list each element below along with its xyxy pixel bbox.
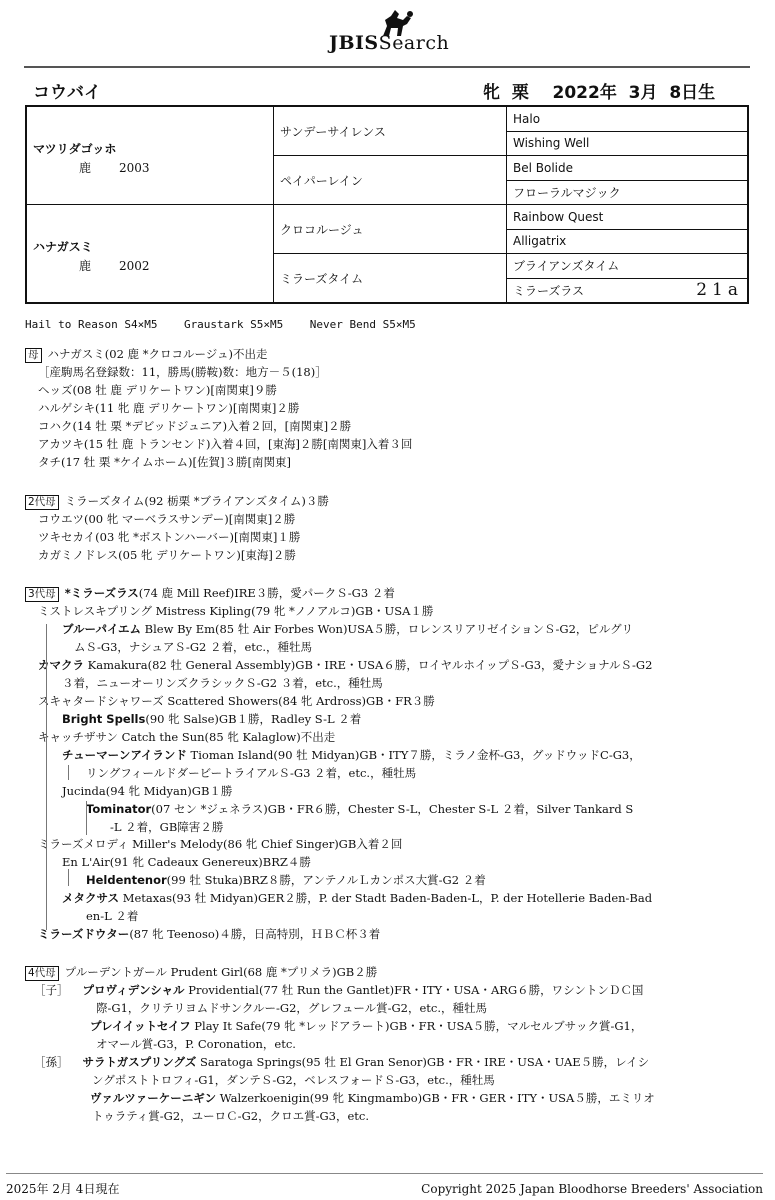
tree-line [68,869,69,886]
family-line-text: Providential(77 牡 Run the Gantlet)FR・ITY・USA・ARG６勝，ワシントンＤＣ国 [184,983,644,997]
generation-tag: 3代母 [25,587,59,602]
family-line-text: en-L ２着 [86,909,139,923]
sire-color: 鹿 [79,160,92,175]
family-line [38,602,433,620]
sire-year: 2003 [119,160,150,175]
family-line-text: 際-G1，クリテリヨムドサンクルー-G2，グレフュール賞-G2，etc.，種牡馬 [96,1001,488,1015]
family-line [38,417,351,435]
horse-info: 牝 栗 2022年 3月 8日生 [483,83,716,103]
family-line-text: -L ２着，GB障害２勝 [110,820,224,834]
dam-cell [26,205,274,304]
footer-date: 2025年 2月 4日現在 [6,1182,120,1196]
relation-label: ［孫］ [34,1055,69,1069]
family-line [86,871,486,889]
family-line [38,835,402,853]
notable-horse-name: Heldentenor [86,873,167,887]
family-line [86,907,138,925]
pedigree-table [25,105,749,304]
family-line-text: ハナガスミ(02 鹿 *クロコルージュ)不出走 [47,347,268,361]
generation-heading [25,963,377,981]
family-line [86,764,416,782]
family-line-text: カガミノドレス(05 牝 デリケートワン)[東海]２勝 [38,548,296,562]
family-line-text: リングフィールドダービートライアルＳ-G3 ２着，etc.，種牡馬 [86,766,417,780]
family-line [62,889,652,907]
family-line [90,1017,642,1035]
family-line-text: Walzerkoenigin(99 牝 Kingmambo)GB・FR・GER・ITY・USA５勝，エミリオ [216,1091,655,1105]
family-line-text: プルーデントガール Prudent Girl(68 鹿 *プリメラ)GB２勝 [64,965,378,979]
g3-cell: フローラルマジック [507,180,749,205]
notable-horse-name: ブルーパイエム [62,622,142,636]
family-line-text: タチ(17 牡 栗 *ケイムホーム)[佐賀]３勝[南関東] [38,455,291,469]
generation-heading [25,492,329,510]
g3-cell: Rainbow Quest [507,205,749,230]
family-line [38,453,291,471]
relation-label: ［子］ [34,983,69,997]
notable-horse-name: *ミラーズラス [64,586,139,600]
family-line-text: オマール賞-G3，P. Coronation，etc. [96,1037,296,1051]
family-line-text: (74 鹿 Mill Reef)IRE３勝，愛パークＳ-G3 ２着 [138,586,395,600]
family-line-text: ハルゲシキ(11 牝 鹿 デリケートワン)[南関東]２勝 [38,401,300,415]
family-line-text: Tioman Island(90 牡 Midyan)GB・ITY７勝，ミラノ金杯-G3，グッドウッドC-G3， [186,748,641,762]
generation-heading [25,345,267,363]
tree-line [68,765,69,780]
inbreeding-info: Hail to Reason S4×M5 Graustark S5×M5 Never Bend S5×M5 [25,318,416,331]
family-line-text: En L'Air(91 牝 Cadeaux Genereux)BRZ４勝 [62,855,311,869]
family-line [86,800,633,818]
g3-cell: Halo [507,106,749,131]
sire-cell [26,106,274,205]
family-line [62,674,383,692]
g3-cell [507,278,749,303]
family-line [38,399,299,417]
jbis-logo[interactable] [329,8,469,54]
g3-cell: ブライアンズタイム [507,254,749,279]
horse-name: コウバイ [33,83,101,103]
family-line-text: (07 セン *ジェネラス)GB・FR６勝，Chester S-L，Chester S-L ２着，Silver Tankard S [151,802,634,816]
notable-horse-name: Tominator [86,802,152,816]
dam-color: 鹿 [79,258,92,273]
family-line [92,1107,369,1125]
g2-cell: サンデーサイレンス [274,106,507,156]
g2-cell: ミラーズタイム [274,254,507,304]
family-line [38,925,380,943]
family-line [74,638,312,656]
family-line-text: Metaxas(93 牡 Midyan)GER２勝，P. der Stadt Baden-Baden-L，P. der Hotellerie Baden-Bad [119,891,653,905]
family-line-text: コハク(14 牡 栗 *デビッドジュニア)入着２回，[南関東]２勝 [38,419,352,433]
g3-cell: Wishing Well [507,131,749,156]
family-line-text: ミストレスキプリング Mistress Kipling(79 牝 *ノノアルコ)GB・USA１勝 [38,604,434,618]
header-divider [24,66,750,68]
dam-year: 2002 [119,258,150,273]
family-line [96,999,487,1017]
dam-name: ハナガスミ [33,239,93,254]
family-line-text: アカツキ(15 牡 鹿 トランセンド)入着４回，[東海]２勝[南関東]入着３回 [38,437,413,451]
notable-horse-name: プロヴィデンシャル [82,983,185,997]
sire-name: マツリダゴッホ [33,141,117,156]
footer-divider [6,1173,763,1174]
family-line-text: ３着，ニューオーリンズクラシックＳ-G2 ３着，etc.，種牡馬 [62,676,383,690]
g3-cell: Bel Bolide [507,156,749,181]
family-line [62,782,232,800]
notable-horse-name: ミラーズドウター [38,927,130,941]
family-line [62,620,633,638]
family-line-text: スキャタードシャワーズ Scattered Showers(84 牝 Ardross)GB・FR３勝 [38,694,435,708]
logo-text: JBISSearch [329,32,450,54]
generation-heading [25,584,395,602]
family-line-text: ［産駒馬名登録数：11，勝馬(勝鞍)数：地方－５(18)］ [38,365,327,379]
notable-horse-name: ヴァルツァーケーニギン [90,1091,217,1105]
family-line [38,381,277,399]
family-line-text: (99 牡 Stuka)BRZ８勝，アンテノルＬカンポス大賞-G2 ２着 [166,873,486,887]
family-line-text: (90 牝 Salse)GB１勝，Radley S-L ２着 [145,712,362,726]
g2-cell: ペイパーレイン [274,156,507,205]
family-line-text: ミラーズメロディ Miller's Melody(86 牝 Chief Singer)GB入着２回 [38,837,403,851]
family-line-text: ヘッズ(08 牡 鹿 デリケートワン)[南関東]９勝 [38,383,277,397]
family-line [38,435,412,453]
generation-tag: 母 [25,348,42,363]
family-code: 21a [696,279,743,300]
notable-horse-name: チューマーンアイランド [62,748,187,762]
notable-horse-name: プレイイットセイフ [90,1019,191,1033]
family-line-text: ツキセカイ(03 牝 *ボストンハーバー)[南関東]１勝 [38,530,301,544]
notable-horse-name: カマクラ [38,658,84,672]
family-line-text: Play It Safe(79 牝 *レッドアラート)GB・FR・USA５勝，マルセルブサック賞-G1， [190,1019,643,1033]
family-line-text: Blew By Em(85 牡 Air Forbes Won)USA５勝，ロレンスリアリゼイションＳ-G2，ピルグリ [141,622,634,636]
notable-horse-name: Bright Spells [62,712,146,726]
family-line-text: Jucinda(94 牝 Midyan)GB１勝 [62,784,233,798]
family-line-text: ミラーズタイム(92 栃栗 *ブライアンズタイム)３勝 [64,494,329,508]
generation-tag: 2代母 [25,495,59,510]
family-line-text: Saratoga Springs(95 牡 El Gran Senor)GB・FR・IRE・USA・UAE５勝，レイシ [196,1055,650,1069]
footer-copyright: Copyright 2025 Japan Bloodhorse Breeders' Association [421,1182,763,1196]
notable-horse-name: メタクサス [62,891,120,905]
family-line [96,1035,296,1053]
family-line-text: Kamakura(82 牡 General Assembly)GB・IRE・USA６勝，ロイヤルホイップＳ-G3，愛ナショナルＳ-G2 [84,658,653,672]
family-line-text: ムＳ-G3，ナシュアＳ-G2 ２着，etc.，種牡馬 [74,640,312,654]
family-line-text: (87 牝 Teenoso)４勝，日高特別，ＨＢＣ杯３着 [129,927,381,941]
family-line [90,1089,655,1107]
g3-cell: Alligatrix [507,229,749,254]
family-line [38,546,296,564]
family-line-text: キャッチザサン Catch the Sun(85 牝 Kalaglow)不出走 [38,730,336,744]
tree-line [46,624,47,930]
notable-horse-name: サラトガスプリングズ [82,1055,197,1069]
family-line-text: コウエツ(00 牝 マーベラスサンデー)[南関東]２勝 [38,512,296,526]
family-line [110,818,223,836]
g2-cell: クロコルージュ [274,205,507,254]
family-line [38,656,652,674]
family-line [34,981,643,999]
family-line-text: トゥラティ賞-G2，ユーロＣ-G2，クロエ賞-G3，etc. [92,1109,369,1123]
family-line [38,363,327,381]
family-line [92,1071,495,1089]
family-line-text: ングポストトロフィ-G1，ダンテＳ-G2，ベレスフォードＳ-G3，etc.，種牡馬 [92,1073,495,1087]
tree-line [86,801,87,835]
family-line [62,746,641,764]
family-line [38,510,295,528]
family-line [38,728,335,746]
g3-name: ミラーズラス [513,283,585,298]
family-line [62,853,311,871]
family-line [38,528,300,546]
family-line [38,692,435,710]
family-line [62,710,361,728]
family-line [34,1053,649,1071]
generation-tag: 4代母 [25,966,59,981]
